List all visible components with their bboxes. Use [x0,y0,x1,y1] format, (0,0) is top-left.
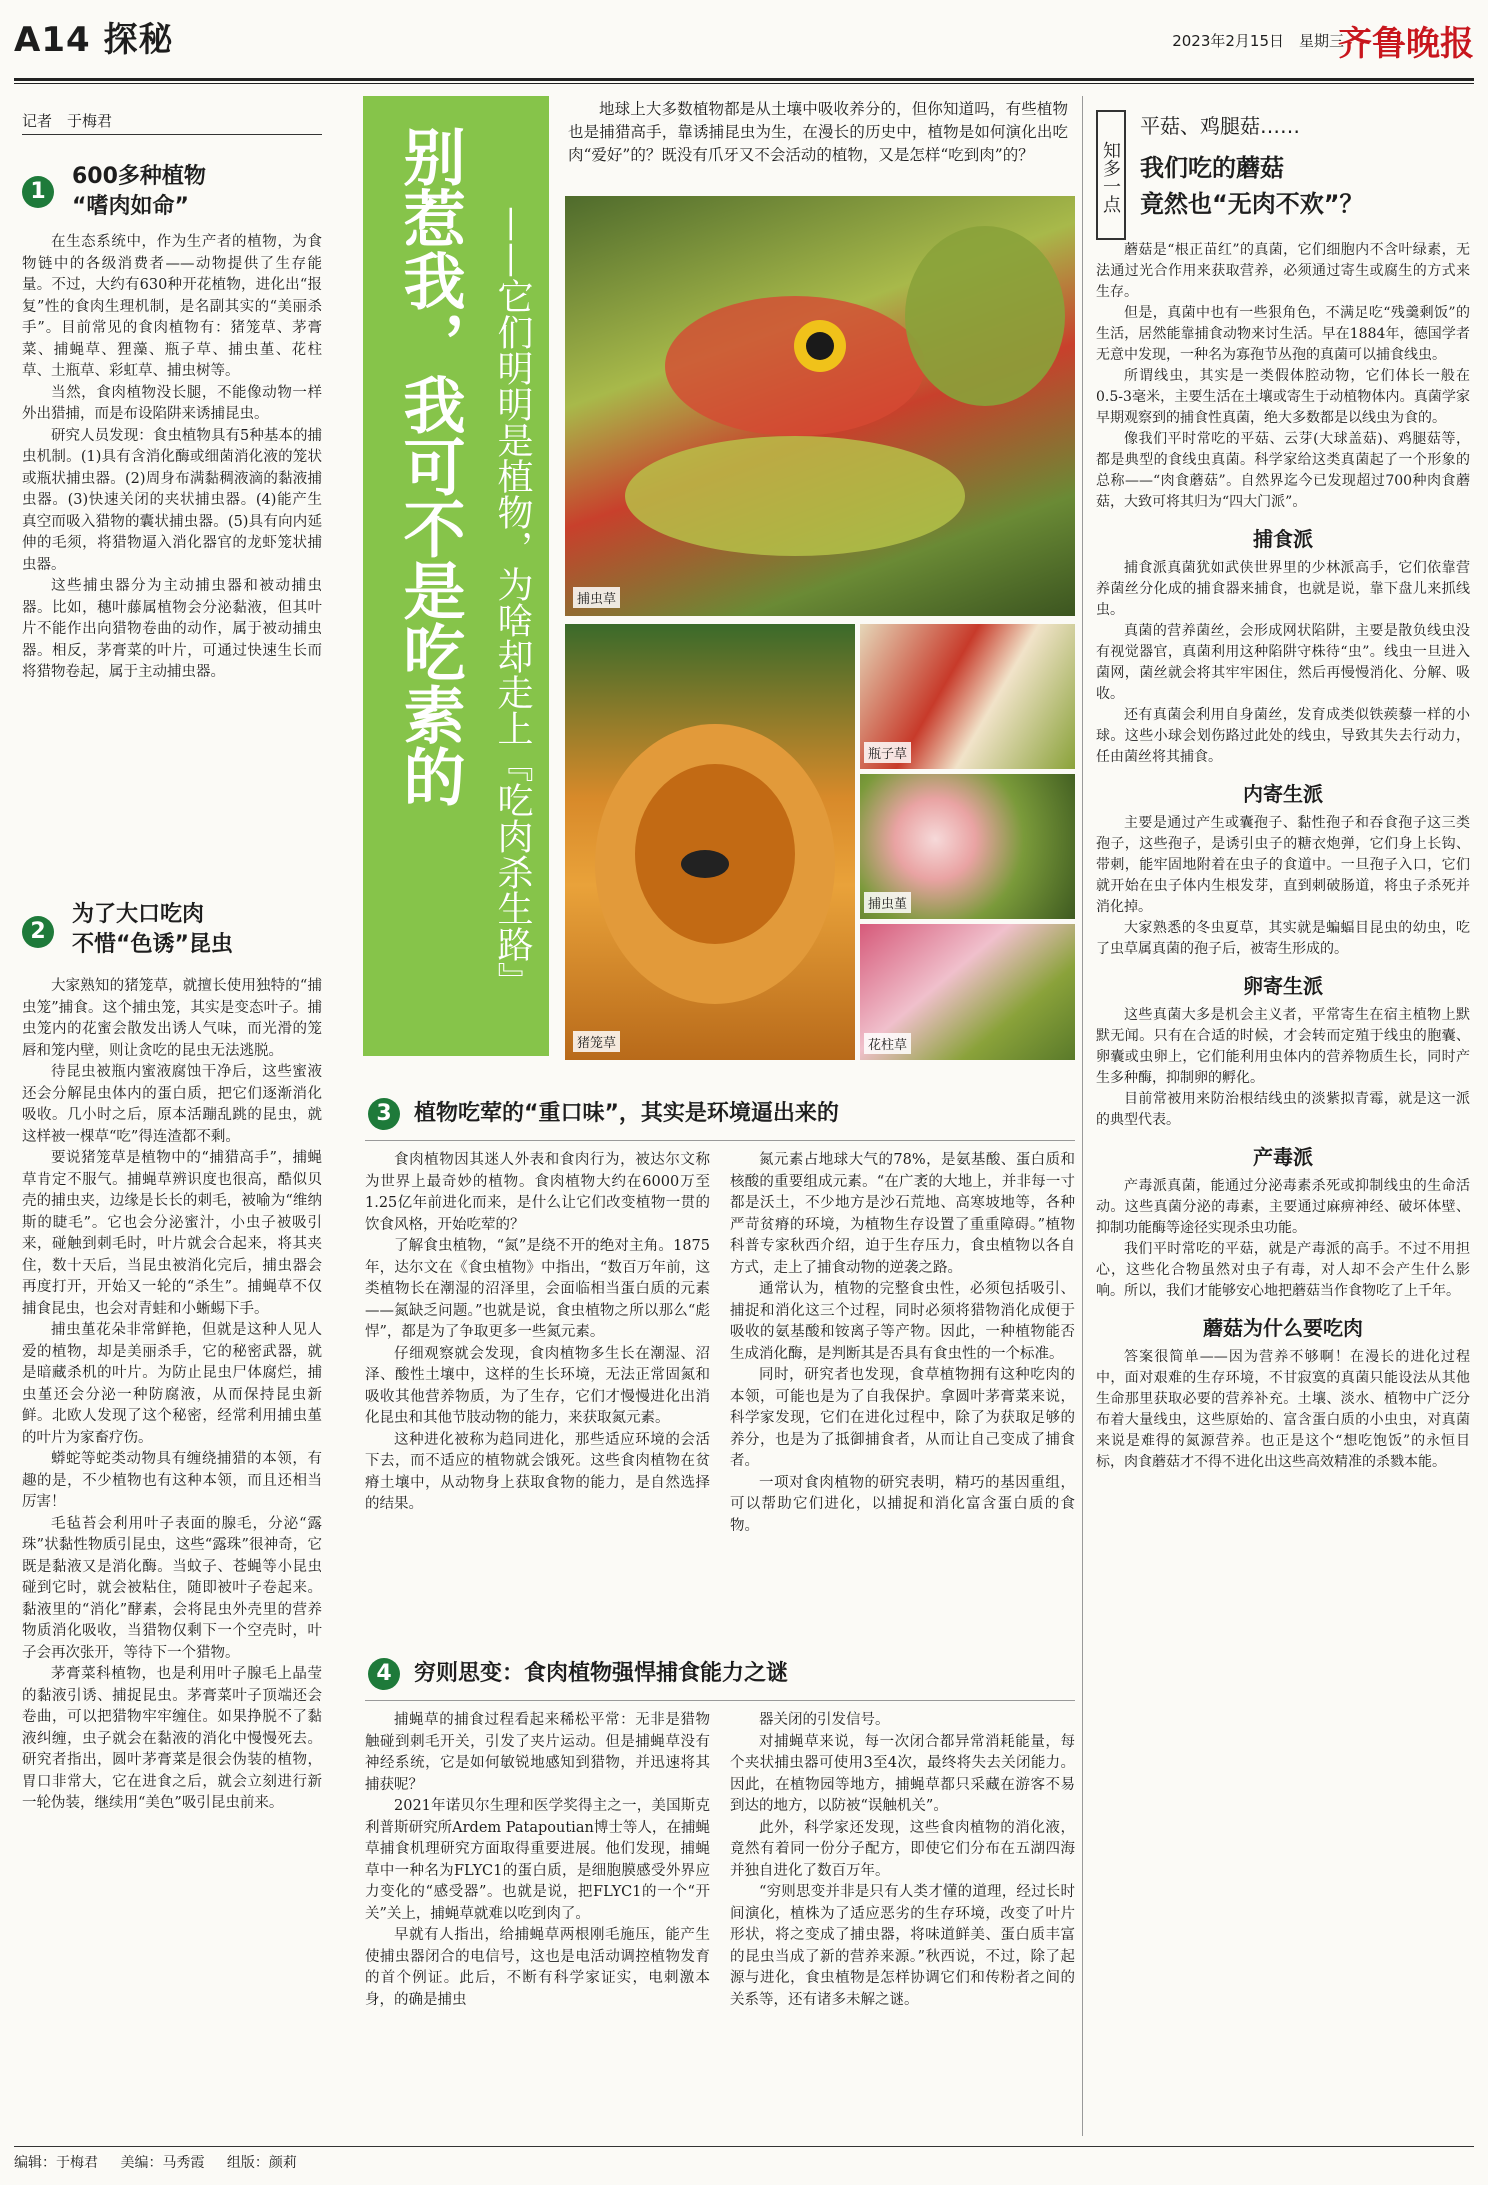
paragraph: 通常认为，植物的完整食虫性，必须包括吸引、捕捉和消化这三个过程，同时必须将猎物消化成便于吸收的氨基酸和铵离子等产物。因此，一种植物能否生成消化酶，是判断其是否具有食虫性的一个标准。 [730,1281,1075,1362]
section-3-column-2 [730,1150,1075,1537]
sidebar-subheading: 内寄生派 [1243,782,1323,806]
section-4-number: 4 [368,1658,400,1690]
sidebar-subheading: 产毒派 [1253,1145,1313,1169]
paragraph: 这种进化被称为趋同进化，那些适应环境的会活下去，而不适应的植物就会饿死。这些食肉植物在贫瘠土壤中，从动物身上获取食物的能力，是自然选择的结果。 [365,1431,710,1512]
paragraph: 捕虫堇花朵非常鲜艳，但就是这种人见人爱的植物，却是美丽杀手，它的秘密武器，就是暗藏杀机的叶片。为防止昆虫尸体腐烂，捕虫堇还会分泌一种防腐液，从而保持昆虫新鲜。北欧人发现了这个秘密，经常利用捕虫堇的叶片为家畜疗伤。 [22,1322,322,1446]
sidebar-paragraph: 像我们平时常吃的平菇、云芽(大球盖菇)、鸡腿菇等，都是典型的食线虫真菌。科学家给这类真菌起了一个形象的总称——“肉食蘑菇”。自然界迄今已发现超过700种肉食蘑菇，大致可将其归为“四大门派”。 [1096,431,1470,510]
section-2-number: 2 [22,916,54,948]
paragraph: 捕蝇草的捕食过程看起来稀松平常：无非是猎物触碰到刺毛开关，引发了夹片运动。但是捕蝇草没有神经系统，它是如何敏锐地感知到猎物，并迅速将其捕获呢？ [365,1712,710,1793]
stylidium-photo [860,924,1075,1060]
sidebar-paragraph: 还有真菌会利用自身菌丝，发育成类似铁蒺藜一样的小球。这些小球会划伤路过此处的线虫，导致其失去行动力，任由菌丝将其捕食。 [1096,707,1470,765]
section-3-rule [365,1140,1075,1141]
paragraph: 食肉植物因其迷人外表和食肉行为，被达尔文称为世界上最奇妙的植物。食肉植物大约在6000万至1.25亿年前进化而来，是什么让它们改变植物一贯的饮食风格，开始吃荤的？ [365,1152,710,1233]
sidebar-body [1096,240,1470,1473]
paragraph: 当然，食肉植物没长腿，不能像动物一样外出猎捕，而是布设陷阱来诱捕昆虫。 [22,384,322,422]
section-4-column-1 [365,1710,710,2011]
sidebar-title: 我们吃的蘑菇 竟然也“无肉不欢”？ [1140,154,1364,218]
footer [14,2152,1474,2182]
paragraph: “穷则思变并非是只有人类才懂的道理，经过长时间演化，植株为了适应恶劣的生存环境，改变了叶片形状，将之变成了捕虫器，将味道鲜美、蛋白质丰富的昆虫当成了新的营养来源。”秋西说，不过，除了起源与进化，食虫植物是怎样协调它们和传粉者之间的关系等，还有诸多未解之谜。 [730,1884,1075,2008]
sidebar-paragraph: 目前常被用来防治根结线虫的淡紫拟青霉，就是这一派的典型代表。 [1096,1091,1470,1128]
footer-rule [14,2146,1474,2147]
section-1-number: 1 [22,176,54,208]
header-rule [14,78,1474,81]
byline: 记者 于梅君 [22,112,113,130]
section-3-heading: 植物吃荤的“重口味”，其实是环境逼出来的 [414,1101,839,1126]
photo-caption-butterwort: 捕虫堇 [864,892,911,913]
sidebar-subheading: 蘑菇为什么要吃肉 [1203,1316,1363,1340]
paragraph: 茅膏菜科植物，也是利用叶子腺毛上晶莹的黏液引诱、捕捉昆虫。茅膏菜叶子顶端还会卷曲，可以把猎物牢牢缠住。如果挣脱不了黏液纠缠，虫子就会在黏液的消化中慢慢死去。研究者指出，圆叶茅膏菜是很会伪装的植物，胃口非常大，它在进食之后，就会立刻进行新一轮伪装，继续用“美色”吸引昆虫前来。 [22,1666,322,1811]
sidebar-paragraph: 主要是通过产生或囊孢子、黏性孢子和吞食孢子这三类孢子，这些孢子，是诱引虫子的糖衣炮弹，它们身上长钩、带刺，能牢固地附着在虫子的食道中。一旦孢子入口，它们就开始在虫子体内生根发芽，直到刺破肠道，将虫子杀死并消化掉。 [1096,815,1470,915]
page-number: A14 探秘 [14,20,174,60]
photo-caption-nepenthes: 猪笼草 [573,1031,620,1052]
sidebar-paragraph: 所谓线虫，其实是一类假体腔动物，它们体长一般在0.5-3毫米，主要生活在土壤或寄生于动植物体内。真菌学家早期观察到的捕食性真菌，绝大多数都是以线虫为食的。 [1096,368,1470,426]
date-line: 2023年2月15日 星期三 [1172,32,1344,50]
paragraph: 要说猪笼草是植物中的“捕猎高手”，捕蝇草肯定不服气。捕蝇草辨识度也很高，酷似贝壳的捕虫夹，边缘是长长的刺毛，被喻为“维纳斯的睫毛”。它也会分泌蜜汁，小虫子被吸引来，碰触到刺毛时，叶片就会合起来，将其夹住，数十天后，当昆虫被消化完后，捕虫器会再度打开，开始又一轮的“杀生”。捕蝇草不仅捕食昆虫，也会对青蛙和小蜥蜴下手。 [22,1150,322,1317]
sidebar-paragraph: 真菌的营养菌丝，会形成网状陷阱，主要是散负线虫没有视觉器官，真菌利用这种陷阱守株待“虫”。线虫一旦进入菌网，菌丝就会将其牢牢困住，然后再慢慢消化、分解、吸收。 [1096,623,1470,702]
sidebar-paragraph: 捕食派真菌犹如武侠世界里的少林派高手，它们依靠营养菌丝分化成的捕食器来捕食，也就是说，靠下盘儿来抓线虫。 [1096,560,1470,618]
pitcher-plant-photo [860,624,1075,769]
sidebar-paragraph: 我们平时常吃的平菇，就是产毒派的高手。不过不用担心，这些化合物虽然对虫子有毒，对人却不会产生什么影响。所以，我们才能够安心地把蘑菇当作食物吃了上千年。 [1096,1241,1470,1299]
paragraph: 氮元素占地球大气的78%，是氨基酸、蛋白质和核酸的重要组成元素。“在广袤的大地上，并非每一寸都是沃土，不少地方是沙石荒地、高寒坡地等，各种严苛贫瘠的环境，为植物生存设置了重重障碍。”植物科普专家秋西介绍，迫于生存压力，食虫植物以各自方式，走上了捕食动物的逆袭之路。 [730,1152,1075,1276]
sidebar-paragraph: 但是，真菌中也有一些狠角色，不满足吃“残羹剩饭”的生活，居然能靠捕食动物来讨生活。早在1884年，德国学者无意中发现，一种名为寡孢节丛孢的真菌可以捕食线虫。 [1096,305,1470,363]
sidebar-divider [1082,96,1083,2136]
paragraph: 蟒蛇等蛇类动物具有缠绕捕猎的本领，有趣的是，不少植物也有这种本领，而且还相当厉害！ [22,1451,322,1510]
paragraph: 在生态系统中，作为生产者的植物，为食物链中的各级消费者——动物提供了生存能量。不过，大约有630种开花植物，进化出“报复”性的食肉生理机制，是名副其实的“美丽杀手”。目前常见的食肉植物有：猪笼草、茅膏菜、捕蝇草、狸藻、瓶子草、捕虫堇、花柱草、土瓶草、彩虹草、捕虫树等。 [22,234,322,379]
paragraph: 早就有人指出，给捕蝇草两根刚毛施压，能产生使捕虫器闭合的电信号，这也是电活动调控植物发育的首个例证。此后，不断有科学家证实，电刺激本身，的确是捕虫 [365,1927,710,2008]
footer-proof: 组版：颜莉 [226,2155,297,2171]
header-rule-thin [14,83,1474,84]
venus-flytrap-photo [565,196,1075,616]
sidebar-subheading: 卵寄生派 [1243,974,1323,998]
photo-caption-stylidium: 花柱草 [864,1033,911,1054]
page-header [14,8,1474,88]
sidebar-paragraph: 答案很简单——因为营养不够啊！在漫长的进化过程中，面对艰难的生存环境，不甘寂寞的真菌只能设法从其他生命那里获取必要的营养补充。土壤、淡水、植物中广泛分布着大量线虫，这些原始的、富含蛋白质的小虫虫，对真菌来说是难得的氮源营养。也正是这个“想吃饱饭”的永恒目标，肉食蘑菇才不得不进化出这些高效精准的杀戮本能。 [1096,1349,1470,1470]
paragraph: 2021年诺贝尔生理和医学奖得主之一，美国斯克利普斯研究所Ardem Patapoutian博士等人，在捕蝇草捕食机理研究方面取得重要进展。他们发现，捕蝇草中一种名为FLYC1的蛋白质，是细胞膜感受外界应力变化的“感受器”。也就是说，把FLYC1的一个“开关”关上，捕蝇草就难以吃到肉了。 [365,1798,710,1922]
byline-rule [22,134,322,135]
photo-caption-venus: 捕虫草 [573,587,620,608]
section-4-column-2 [730,1710,1075,2011]
headline-subtitle: ——它们明明是植物，为啥却走上『吃肉杀生路』 [492,206,533,998]
paragraph: 了解食虫植物，“氮”是绕不开的绝对主角。1875年，达尔文在《食虫植物》中指出，“数百万年前，这类植物长在潮湿的沼泽里，会面临相当蛋白质的元素——氮缺乏问题。”也就是说，食虫植物之所以那么“彪悍”，都是为了争取更多一些氮元素。 [365,1238,710,1340]
sidebar-tag: 知多一点 [1096,110,1126,240]
sidebar-subheading: 捕食派 [1253,527,1313,551]
section-3-number: 3 [368,1098,400,1130]
sidebar-paragraph: 蘑菇是“根正苗红”的真菌，它们细胞内不含叶绿素，无法通过光合作用来获取营养，必须通过寄生或腐生的方式来生存。 [1096,242,1470,300]
paragraph: 这些捕虫器分为主动捕虫器和被动捕虫器。比如，穗叶藤属植物会分泌黏液，但其叶片不能作出向猎物卷曲的动作，属于被动捕虫器。相反，茅膏菜的叶片，可通过快速生长而将猎物卷起，属于主动捕虫器。 [22,578,322,680]
section-3-column-1 [365,1150,710,1516]
sidebar-paragraph: 这些真菌大多是机会主义者，平常寄生在宿主植物上默默无闻。只有在合适的时候，才会转而定殖于线虫的胞囊、卵囊或虫卵上，它们能利用虫体内的营养物质生长，同时产生多种酶，抑制卵的孵化。 [1096,1007,1470,1086]
sidebar-kicker: 平菇、鸡腿菇…… [1140,114,1300,138]
section-2-body [22,976,322,1815]
newspaper-logo: 齐鲁晚报 [1338,24,1474,64]
paragraph: 研究人员发现：食虫植物具有5种基本的捕虫机制。(1)具有含消化酶或细菌消化液的笼状或瓶状捕虫器。(2)周身布满黏稠液滴的黏液捕虫器。(3)快速关闭的夹状捕虫器。(4)能产生真空而吸入猎物的囊状捕虫器。(5)具有向内延伸的毛须，将猎物逼入消化器官的龙虾笼状捕虫器。 [22,427,322,573]
photo-caption-pitcher: 瓶子草 [864,742,911,763]
section-2-heading: 为了大口吃肉 不惜“色诱”昆虫 [72,902,233,957]
section-4-heading: 穷则思变：食肉植物强悍捕食能力之谜 [414,1661,789,1686]
paragraph: 同时，研究者也发现，食草植物拥有这种吃肉的本领，可能也是为了自我保护。拿圆叶茅膏菜来说，科学家发现，它们在进化过程中，除了为获取足够的养分，也是为了抵御捕食者，从而让自己变成了捕食者。 [730,1367,1075,1469]
footer-art: 美编：马秀霞 [120,2155,205,2171]
paragraph: 一项对食肉植物的研究表明，精巧的基因重组，可以帮助它们进化，以捕捉和消化富含蛋白质的食物。 [730,1474,1075,1534]
paragraph: 对捕蝇草来说，每一次闭合都异常消耗能量，每个夹状捕虫器可使用3至4次，最终将失去关闭能力。因此，在植物园等地方，捕蝇草都只采藏在游客不易到达的地方，以防被“误触机关”。 [730,1733,1075,1814]
paragraph: 器关闭的引发信号。 [759,1712,890,1728]
paragraph: 大家熟知的猪笼草，就擅长使用独特的“捕虫笼”捕食。这个捕虫笼，其实是变态叶子。捕虫笼内的花蜜会散发出诱人气味，而光滑的笼唇和笼内壁，则让贪吃的昆虫无法逃脱。 [22,978,322,1059]
footer-editor: 编辑：于梅君 [14,2155,98,2171]
section-4-rule [365,1700,1075,1701]
headline-title: 别惹我，我可不是吃素的 [393,125,466,807]
sidebar-paragraph: 大家熟悉的冬虫夏草，其实就是蝙蝠目昆虫的幼虫，吃了虫草属真菌的孢子后，被寄生形成的。 [1096,920,1470,957]
paragraph: 待昆虫被瓶内蜜液腐蚀干净后，这些蜜液还会分解昆虫体内的蛋白质，把它们逐渐消化吸收。几小时之后，原本活蹦乱跳的昆虫，就这样被一棵草“吃”得连渣都不剩。 [22,1064,322,1145]
section-1-heading: 600多种植物 “嗜肉如命” [72,164,206,219]
butterwort-photo [860,774,1075,919]
nepenthes-photo [565,624,855,1060]
sidebar-paragraph: 产毒派真菌，能通过分泌毒素杀死或抑制线虫的生命活动。这些真菌分泌的毒素，主要通过麻痹神经、破坏体壁、抑制功能酶等途径实现杀虫功能。 [1096,1178,1470,1236]
section-1-body [22,232,322,684]
intro-text: 地球上大多数植物都是从土壤中吸收养分的，但你知道吗，有些植物也是捕猎高手，靠诱捕昆虫为生，在漫长的历史中，植物是如何演化出吃肉“爱好”的？既没有爪牙又不会活动的植物，又是怎样“吃到肉”的？ [568,100,1068,164]
paragraph: 此外，科学家还发现，这些食肉植物的消化液，竟然有着同一份分子配方，即使它们分布在五湖四海并独自进化了数百万年。 [730,1819,1075,1879]
paragraph: 毛毡苔会利用叶子表面的腺毛，分泌“露珠”状黏性物质引昆虫，这些“露珠”很神奇，它既是黏液又是消化酶。当蚊子、苍蝇等小昆虫碰到它时，就会被粘住，随即被叶子卷起来。黏液里的“消化”酵素，会将昆虫外壳里的营养物质消化吸收，当猎物仅剩下一个空壳时，叶子会再次张开，等待下一个猎物。 [22,1515,322,1661]
paragraph: 仔细观察就会发现，食肉植物多生长在潮湿、沼泽、酸性土壤中，这样的生长环境，无法正常固氮和吸收其他营养物质，为了生存，它们才慢慢进化出消化昆虫和其他节肢动物的能力，来获取氮元素。 [365,1345,710,1426]
